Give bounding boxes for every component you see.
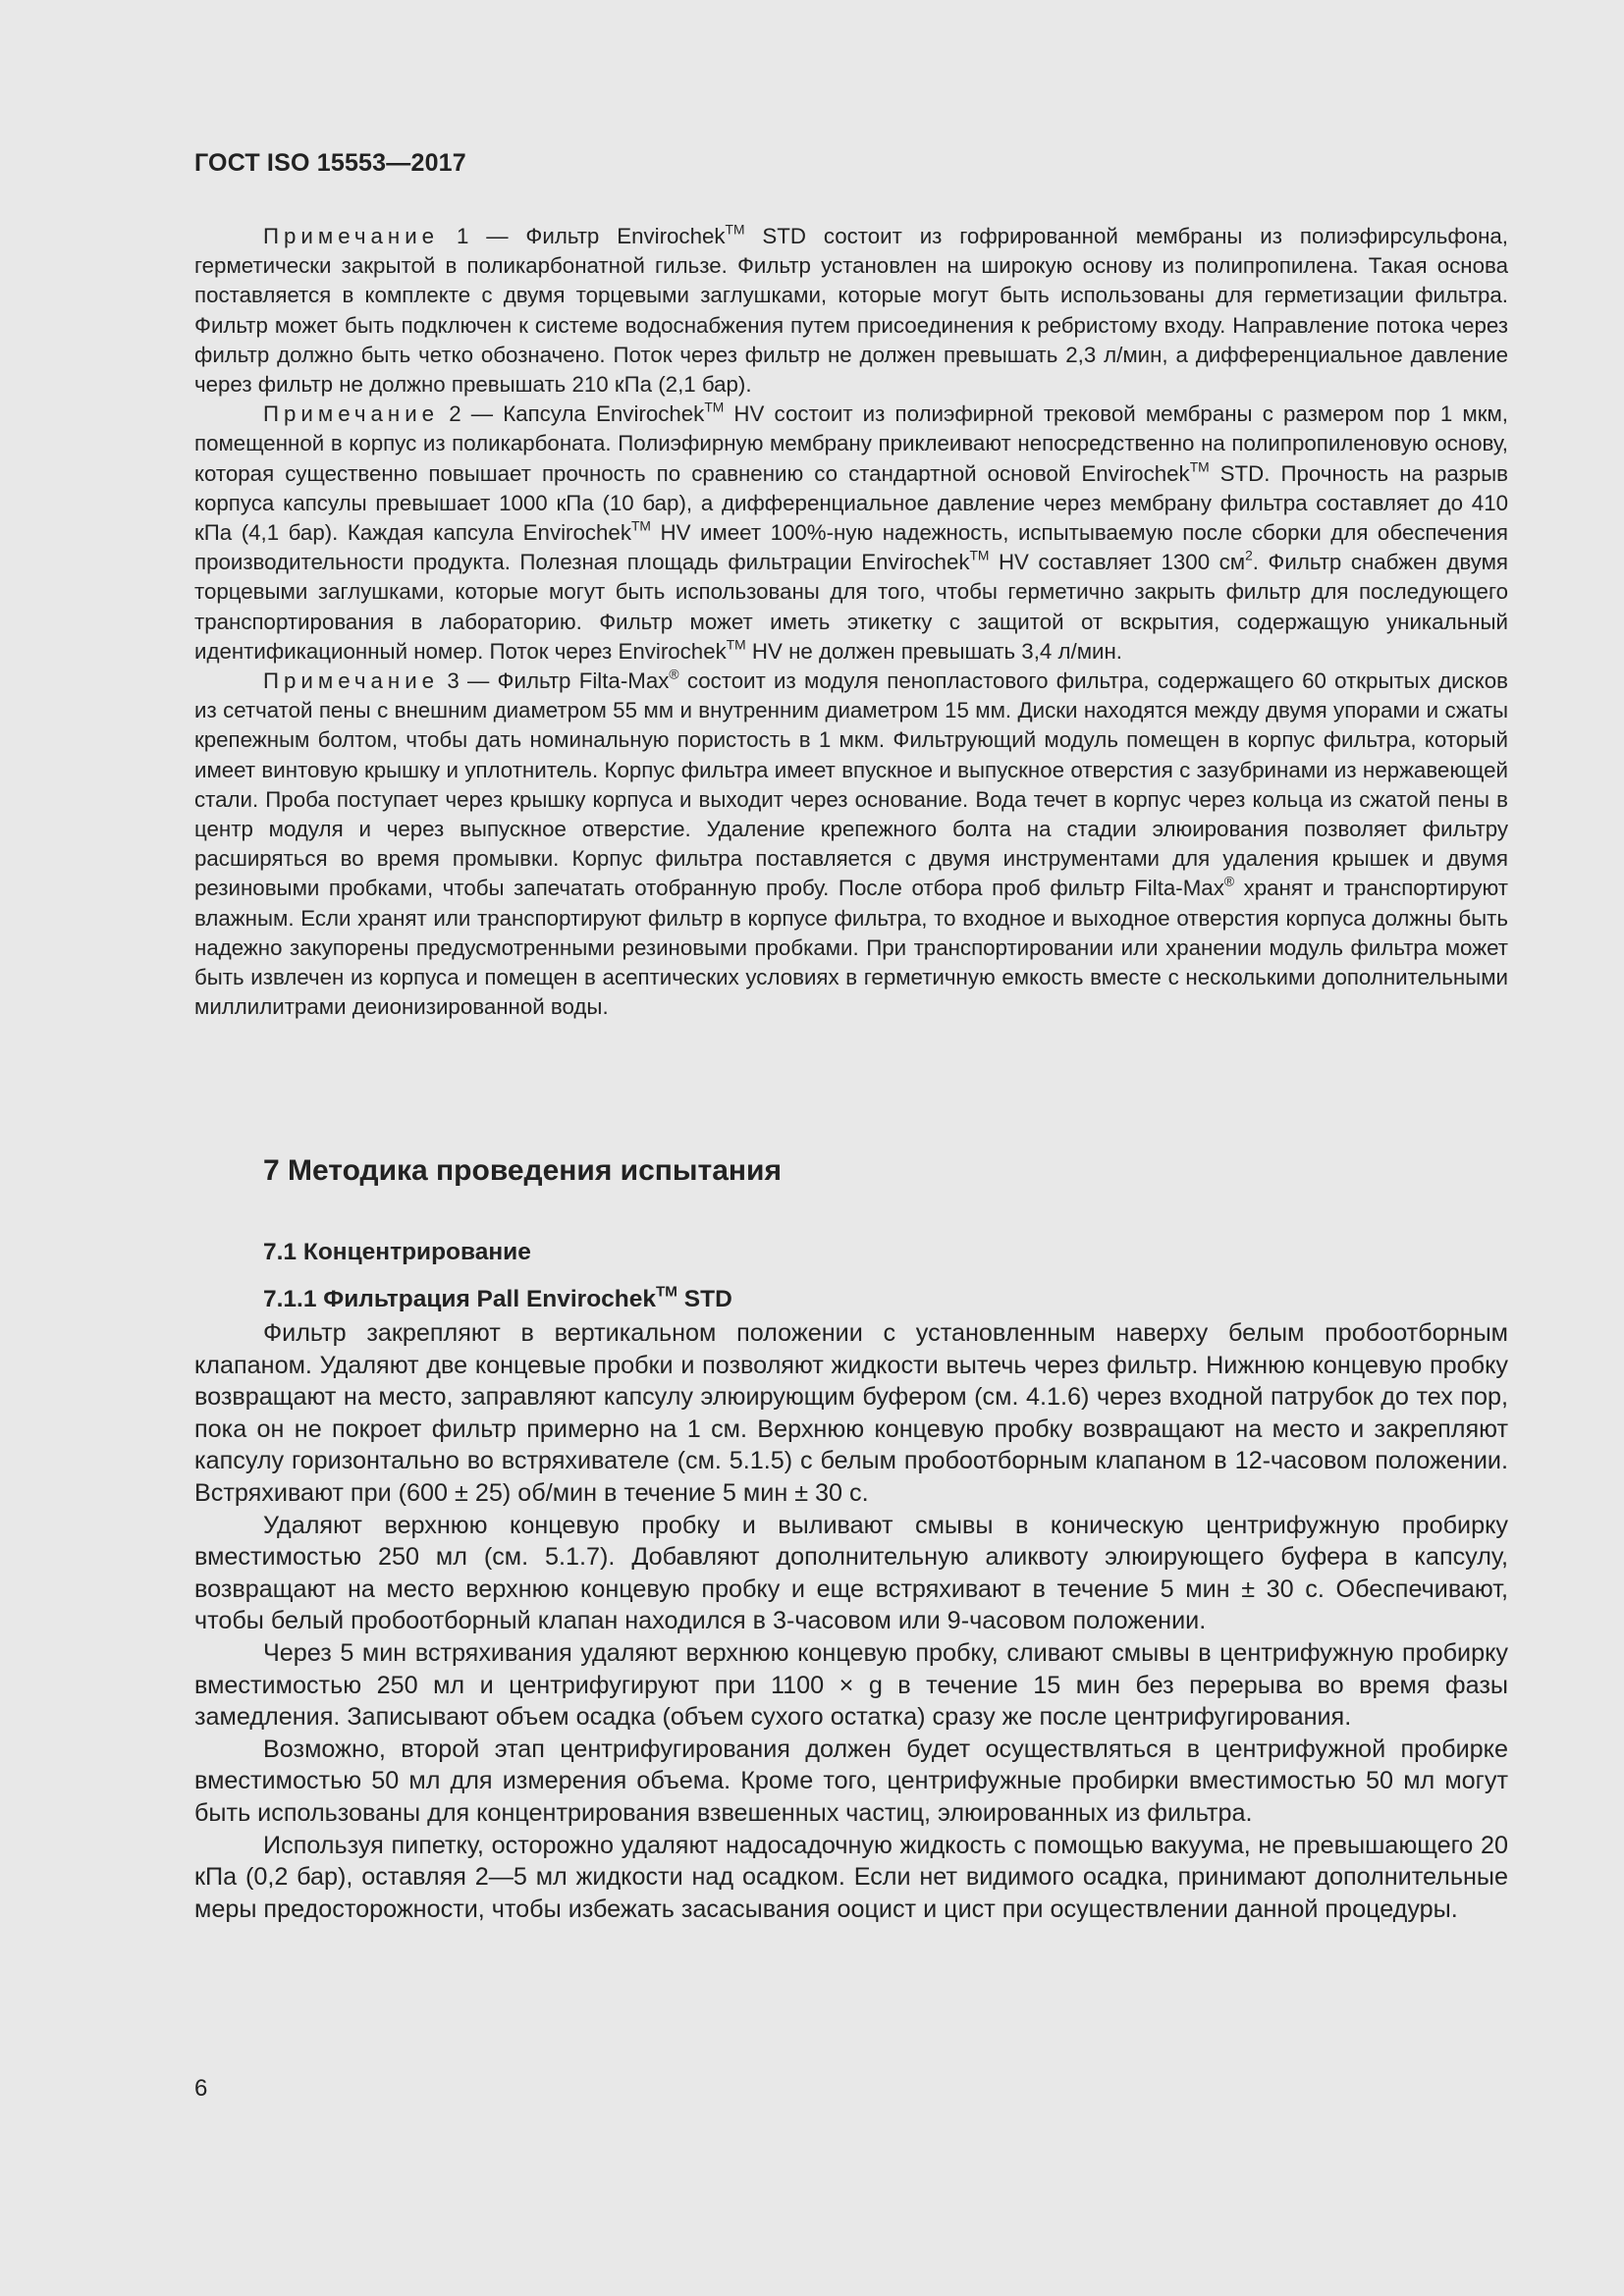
page-number: 6	[194, 2075, 208, 2102]
section-body	[194, 1317, 1508, 1925]
document-header: ГОСТ ISO 15553—2017	[194, 149, 466, 177]
section-heading: 7 Методика проведения испытания	[263, 1154, 782, 1187]
paragraph: Через 5 мин встряхивания удаляют верхнюю концевую пробку, сливают смывы в центрифужную пробирку вместимостью 250 мл и центрифугируют при 1100 × g в течение 15 мин без перерыва во время фазы замедления. Записывают объем осадка (объем сухого остатка) сразу же после центрифугирования.	[194, 1638, 1508, 1732]
subsection-heading: 7.1 Концентрирование	[263, 1239, 531, 1265]
subsubsection-heading: 7.1.1 Фильтрация Pall Envirochek™ STD	[263, 1283, 732, 1312]
paragraph: Возможно, второй этап центрифугирования должен будет осуществляться в центрифужной пробирке вместимостью 50 мл для измерения объема. Кроме того, центрифужные пробирки вместимостью 50 мл могут быть использованы для концентрирования взвешенных частиц, элюированных из фильтра.	[194, 1735, 1508, 1827]
paragraph: Удаляют верхнюю концевую пробку и выливают смывы в коническую центрифужную пробирку вместимостью 250 мл (см. 5.1.7). Добавляют дополнительную аликвоту элюирующего буфера в капсулу, возвращают на место верхнюю концевую пробку и еще встряхивают в течение 5 мин ± 30 с. Обеспечивают, чтобы белый пробоотборный клапан находился в 3-часовом или 9-часовом положении.	[194, 1511, 1508, 1635]
note-label: Примечание	[263, 224, 440, 248]
note-label: Примечание	[263, 668, 440, 694]
note-3: Примечание 3 — Фильтр Filta-Max® состоит из модуля пенопластового фильтра, содержащего 60 открытых дисков из сетчатой пены с внешним диаметром 55 мм и внутренним диаметром 15 мм. Диски находятся между двумя упорами и сжаты крепежным болтом, чтобы дать номинальную пористость в 1 мкм. Фильтрующий модуль помещен в корпус фильтра, который имеет винтовую крышку и уплотнитель. Корпус фильтра имеет впускное и выпускное отверстия с зазубринами из нержавеющей стали. Проба поступает через крышку корпуса и выходит через основание. Вода течет в корпус через кольца из сжатой пены в центр модуля и через выпускное отверстие. Удаление крепежного болта на стадии элюирования позволяет фильтру расширяться во время промывки. Корпус фильтра поставляется с двумя инструментами для удаления крышек и двумя резиновыми пробками, чтобы запечатать отобранную пробу. После отбора проб фильтр Filta-Max® хранят и транспортируют влажным. Если хранят или транспортируют фильтр в корпусе фильтра, то входное и выходное отверстия корпуса должны быть надежно закупорены предусмотренными резиновыми пробками. При транспортировании или хранении модуль фильтра может быть извлечен из корпуса и помещен в асептических условиях в герметичную емкость вместе с несколькими дополнительными миллилитрами деионизированной воды.	[194, 666, 1508, 1020]
note-1: Примечание 1 — Фильтр Envirochek™ STD состоит из гофрированной мембраны из полиэфирсульфона, герметически закрытой в поликарбонатной гильзе. Фильтр установлен на широкую основу из полипропилена. Такая основа поставляется в комплекте с двумя торцевыми заглушками, которые могут быть использованы для герметизации фильтра. Фильтр может быть подключен к системе водоснабжения путем присоединения к ребристому входу. Направление потока через фильтр должно быть четко обозначено. Поток через фильтр не должен превышать 2,3 л/мин, а дифференциальное давление через фильтр не должно превышать 210 кПа (2,1 бар).	[194, 221, 1508, 398]
paragraph: Фильтр закрепляют в вертикальном положении с установленным наверху белым пробоотборным клапаном. Удаляют две концевые пробки и позволяют жидкости вытечь через фильтр. Нижнюю концевую пробку возвращают на место, заправляют капсулу элюирующим буфером (см. 4.1.6) через входной патрубок до тех пор, пока он не покроет фильтр примерно на 1 см. Верхнюю концевую пробку возвращают на место и закрепляют капсулу горизонтально во встряхивателе (см. 5.1.5) с белым пробоотборным клапаном в 12-часовом положении. Встряхивают при (600 ± 25) об/мин в течение 5 мин ± 30 с.	[194, 1319, 1508, 1507]
note-2: Примечание 2 — Капсула Envirochek™ HV состоит из полиэфирной трековой мембраны с размером пор 1 мкм, помещенной в корпус из поликарбоната. Полиэфирную мембрану приклеивают непосредственно на полипропиленовую основу, которая существенно повышает прочность по сравнению со стандартной основой Envirochek™ STD. Прочность на разрыв корпуса капсулы превышает 1000 кПа (10 бар), а дифференциальное давление через мембрану фильтра составляет до 410 кПа (4,1 бар). Каждая капсула Envirochek™ HV имеет 100%-ную надежность, испытываемую после сборки для обеспечения производительности продукта. Полезная площадь фильтрации Envirochek™ HV составляет 1300 $см^2$. Фильтр снабжен двумя торцевыми заглушками, которые могут быть использованы для того, чтобы герметично закрыть фильтр для последующего транспортирования в лабораторию. Фильтр может иметь этикетку с защитой от вскрытия, содержащую уникальный идентификационный номер. Поток через Envirochek™ HV не должен превышать 3,4 л/мин.	[194, 399, 1508, 664]
paragraph: Используя пипетку, осторожно удаляют надосадочную жидкость с помощью вакуума, не превышающего 20 кПа (0,2 бар), оставляя 2—5 мл жидкости над осадком. Если нет видимого осадка, принимают дополнительные меры предосторожности, чтобы избежать засасывания ооцист и цист при осуществлении данной процедуры.	[194, 1831, 1508, 1923]
note-label: Примечание	[263, 401, 440, 427]
notes-block	[194, 222, 1508, 1022]
